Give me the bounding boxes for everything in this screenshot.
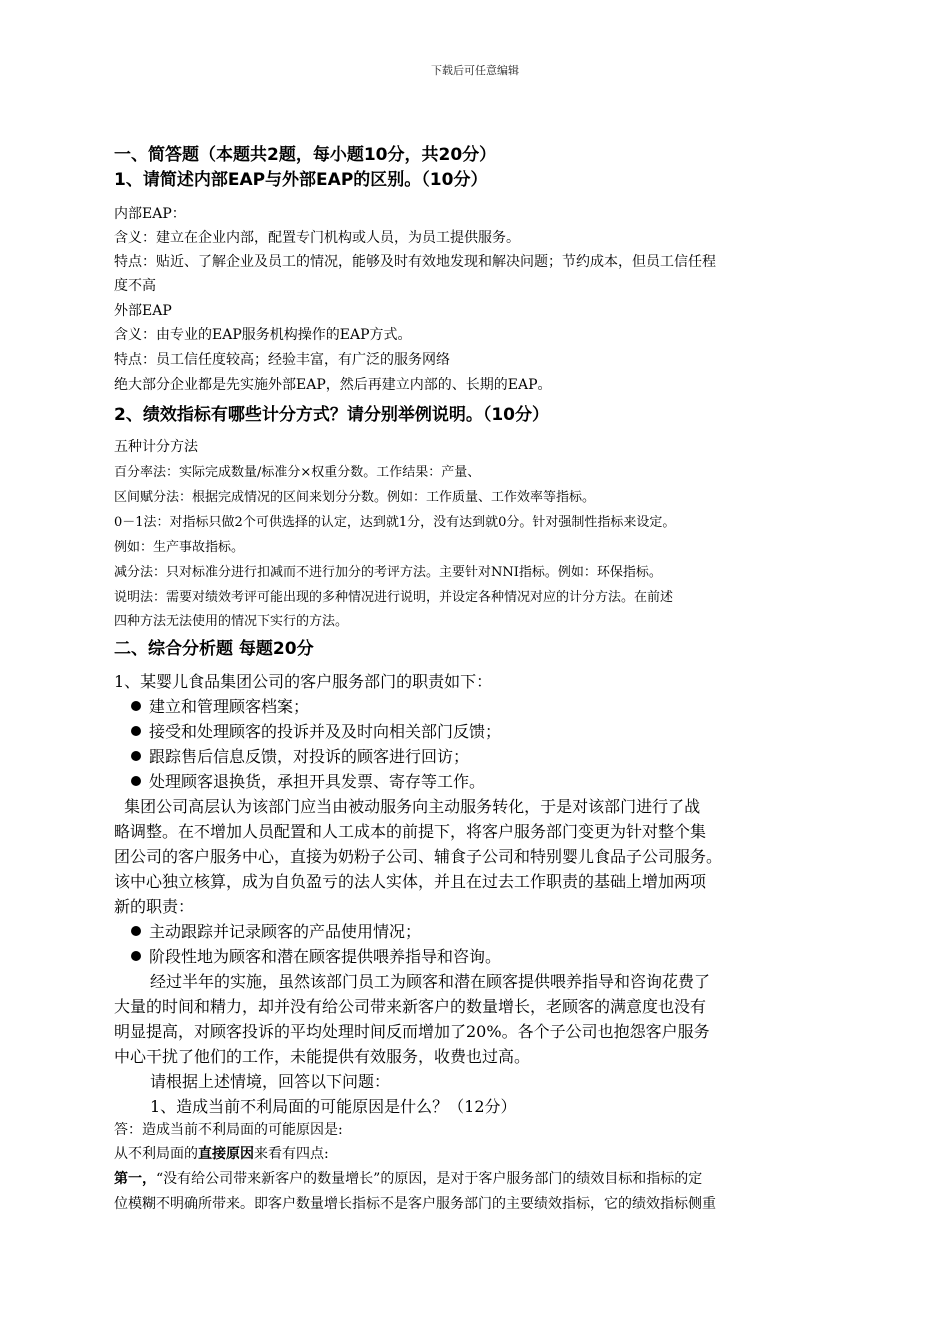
bullet-item: 接受和处理顾客的投诉并及及时向相关部门反馈；	[131, 719, 501, 742]
q1-line: 含义：由专业的EAP服务机构操作的EAP方式。	[114, 327, 412, 343]
q2-line: 例如：生产事故指标。	[114, 540, 245, 555]
bullet-dot-icon	[131, 926, 141, 936]
bullet-item: 阶段性地为顾客和潜在顾客提供喂养指导和咨询。	[131, 944, 501, 967]
case-paragraph-line: 经过半年的实施，虽然该部门员工为顾客和潜在顾客提供喂养指导和咨询花费了	[150, 972, 711, 991]
case-paragraph-line: 该中心独立核算，成为自负盈亏的法人实体，并且在过去工作职责的基础上增加两项	[114, 872, 707, 891]
case-paragraph-line: 团公司的客户服务中心，直接为奶粉子公司、辅食子公司和特别婴儿食品子公司服务。	[114, 847, 723, 866]
case-paragraph-line: 中心干扰了他们的工作，未能提供有效服务，收费也过高。	[114, 1047, 531, 1066]
answer-line: 第一，“没有给公司带来新客户的数量增长”的原因，是对于客户服务部门的绩效目标和指标的定	[114, 1171, 703, 1187]
bullet-dot-icon	[131, 751, 141, 761]
q1-line: 度不高	[114, 278, 156, 294]
section-1-title: 一、简答题（本题共2题，每小题10分，共20分）	[114, 145, 497, 165]
q1-line: 外部EAP	[114, 303, 172, 319]
case-paragraph-line: 集团公司高层认为该部门应当由被动服务向主动服务转化，于是对该部门进行了战	[114, 797, 701, 816]
answer-line: 从不利局面的直接原因来看有四点:	[114, 1146, 329, 1162]
bullet-dot-icon	[131, 726, 141, 736]
emphasis-text: 第一，	[114, 1171, 156, 1187]
q2-line: 区间赋分法：根据完成情况的区间来划分分数。例如：工作质量、工作效率等指标。	[114, 490, 596, 505]
case-paragraph-line: 略调整。在不增加人员配置和人工成本的前提下，将客户服务部门变更为针对整个集	[114, 822, 707, 841]
q2-line: 0－1法：对指标只做2个可供选择的认定，达到就1分，没有达到就0分。针对强制性指标来设定。	[114, 515, 676, 530]
case-intro: 1、某婴儿食品集团公司的客户服务部门的职责如下：	[114, 672, 493, 691]
case-paragraph-line: 明显提高，对顾客投诉的平均处理时间反而增加了20%。各个子公司也抱怨客户服务	[114, 1022, 710, 1041]
bullet-item: 建立和管理顾客档案；	[131, 694, 309, 717]
bullet-item: 跟踪售后信息反馈，对投诉的顾客进行回访；	[131, 744, 469, 767]
q2-line: 四种方法无法使用的情况下实行的方法。	[114, 614, 349, 629]
bullet-item: 主动跟踪并记录顾客的产品使用情况；	[131, 919, 421, 942]
q1-line: 内部EAP：	[114, 206, 186, 222]
page-header: 下载后可任意编辑	[431, 64, 519, 77]
answer-line: 答：造成当前不利局面的可能原因是:	[114, 1122, 343, 1138]
emphasis-text: 直接原因	[198, 1146, 254, 1162]
bullet-dot-icon	[131, 951, 141, 961]
question-1-title: 1、请简述内部EAP与外部EAP的区别。（10分）	[114, 170, 488, 190]
bullet-dot-icon	[131, 701, 141, 711]
question-2-title: 2、绩效指标有哪些计分方式？请分别举例说明。（10分）	[114, 405, 549, 425]
q1-line: 含义：建立在企业内部，配置专门机构或人员，为员工提供服务。	[114, 230, 520, 246]
case-paragraph-line: 大量的时间和精力，却并没有给公司带来新客户的数量增长，老顾客的满意度也没有	[114, 997, 707, 1016]
q2-intro: 五种计分方法	[114, 439, 198, 455]
q2-line: 减分法：只对标准分进行扣减而不进行加分的考评方法。主要针对NNI指标。例如：环保指标。	[114, 565, 662, 580]
q1-line: 特点：贴近、了解企业及员工的情况，能够及时有效地发现和解决问题；节约成本，但员工信任程	[114, 254, 716, 270]
case-question-1: 1、造成当前不利局面的可能原因是什么？（12分）	[150, 1097, 517, 1116]
section-2-title: 二、综合分析题 每题20分	[114, 639, 314, 659]
bullet-item: 处理顾客退换货，承担开具发票、寄存等工作。	[131, 769, 485, 792]
bullet-dot-icon	[131, 776, 141, 786]
case-paragraph-line: 新的职责：	[114, 897, 195, 916]
answer-line: 位模糊不明确所带来。即客户数量增长指标不是客户服务部门的主要绩效指标，它的绩效指标侧重	[114, 1196, 716, 1212]
case-prompt: 请根据上述情境，回答以下问题：	[150, 1072, 391, 1091]
q1-line: 绝大部分企业都是先实施外部EAP，然后再建立内部的、长期的EAP。	[114, 377, 552, 393]
q2-line: 百分率法：实际完成数量/标准分×权重分数。工作结果：产量、	[114, 465, 481, 480]
q1-line: 特点：员工信任度较高；经验丰富，有广泛的服务网络	[114, 352, 450, 368]
q2-line: 说明法：需要对绩效考评可能出现的多种情况进行说明，并设定各种情况对应的计分方法。在前述	[114, 590, 674, 605]
